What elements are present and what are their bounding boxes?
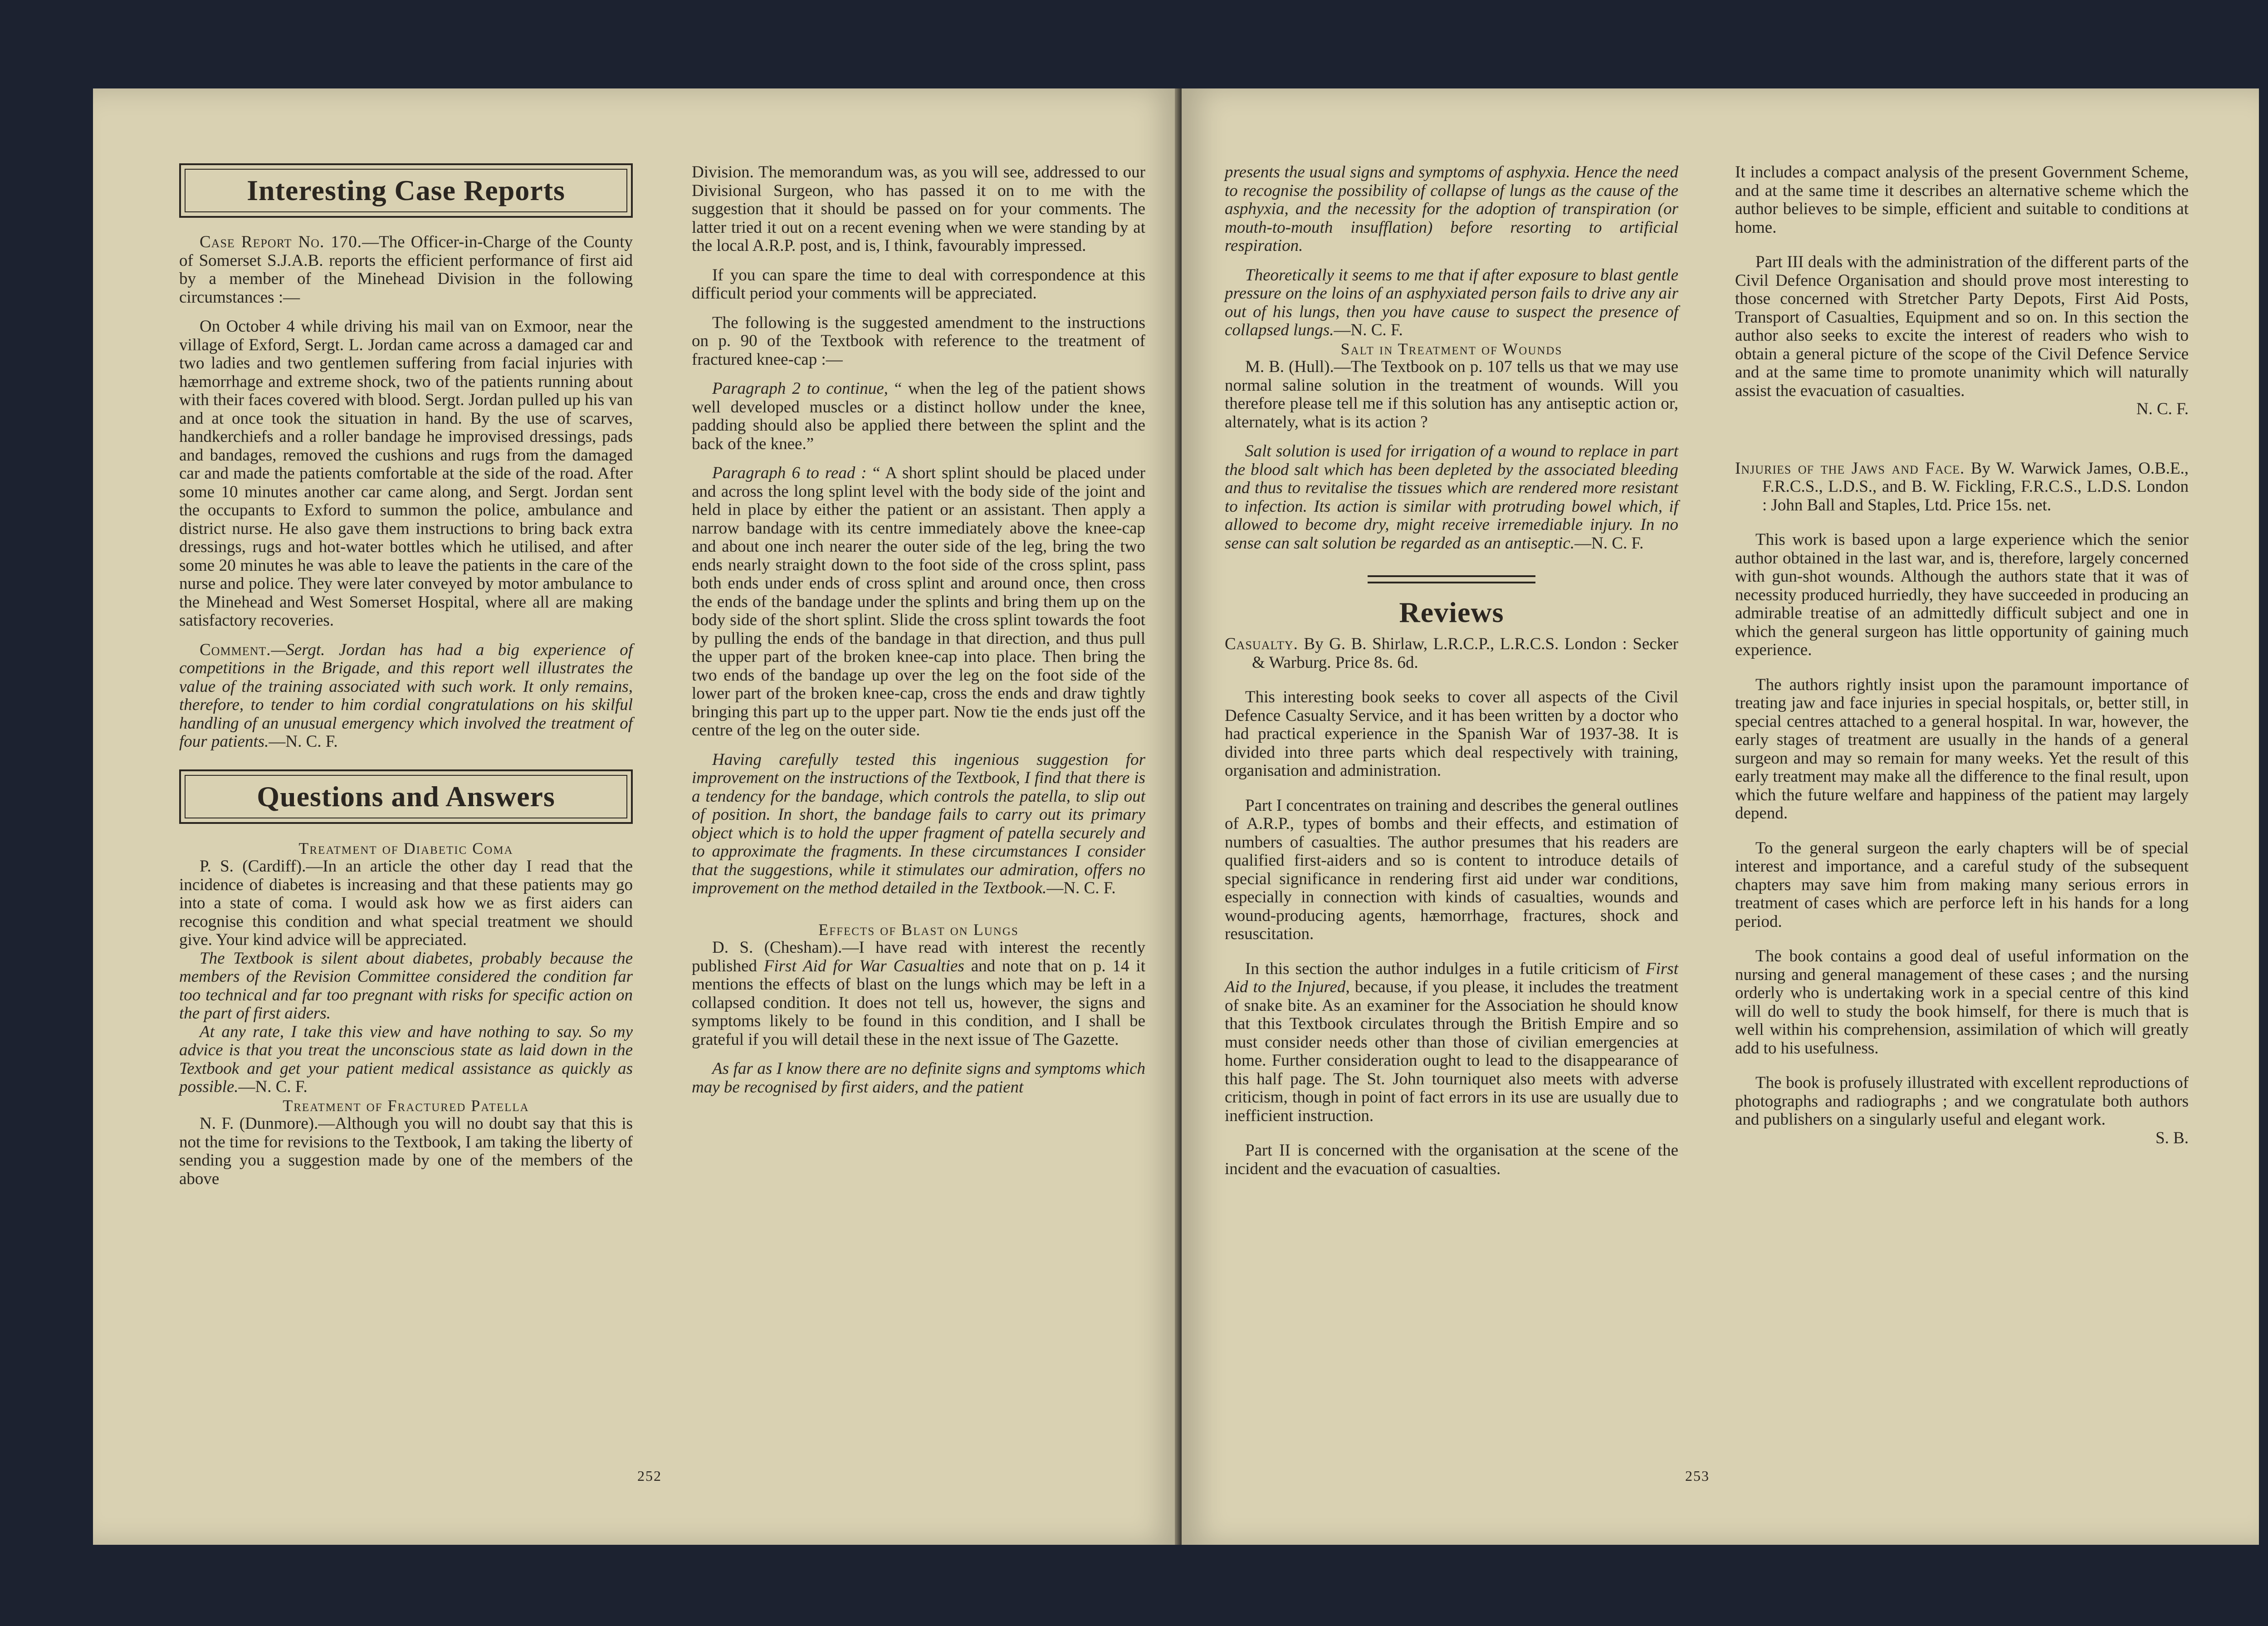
case-report-intro: —The Officer-in-Charge of the County of Somerset S.J.A.B. reports the efficient performance of first aid by a member of the Minehead Division in the following circumstances :— [179,233,633,307]
case-report-body: On October 4 while driving his mail van on Exmoor, near the village of Exford, Sergt. L. Jordan came across a damaged car and two ladies and two gentlemen suffering from facial injuries with hæmorrhage and extreme shock, two of the patients running about with their faces covered with blood. Sergt. Jordan pulled up his van and at once took the situation in hand. By the use of scarves, handkerchiefs and a roller bandage he improvised dressings, pads and bandages, removed the cushions and rugs from the damaged car and made the patients comfortable at the side of the road. After some 10 minutes another car came along, and Sergt. Jordan sent the occupants to Exford to summon the police, ambulance and district nurse. He also gave them instructions to bring back extra dressings, rugs and hot-water bottles which he utilised, and after some 20 minutes he was able to leave the patients in the care of the nurse and police. They were later conveyed by motor ambulance to the Minehead and West Somerset Hospital, where all are making satisfactory recoveries. [179,317,633,630]
salt-question: M. B. (Hull).—The Textbook on p. 107 tells us that we may use normal saline solution in the treatment of wounds. Will you therefore please tell me if this solution has any antiseptic action or, alternately, what is its action ? [1225,358,1678,431]
review-1-paragraph-1: This interesting book seeks to cover all aspects of the Civil Defence Casualty Service, and it has been written by a doctor who had practical experience in the Spanish War of 1937-38. It is divided into three parts which deal respectively with training, organisation and administration. [1225,688,1678,780]
blast-subheading: Effects of Blast on Lungs [818,920,1019,939]
patella-answer [692,751,1145,898]
patella-amendment-intro: The following is the suggested amendment to the instructions on p. 90 of the Textbook with reference to the treatment of fractured knee-cap :— [692,313,1145,369]
review-1-title: Casualty. [1225,635,1298,653]
salt-answer [1225,442,1678,553]
review-2-sign: S. B. [2155,1128,2189,1147]
paragraph-2-amendment [692,380,1145,453]
review-1-sign: N. C. F. [2136,400,2189,418]
paragraph-2-text: “ when the leg of the patient shows well developed muscles or a distinct hollow under the knee, padding should also be applied there between the splint and the back of the knee.” [692,379,1145,453]
case-report-lead: Case Report No. 170. [200,233,362,251]
comment-sign: —N. C. F. [269,732,338,751]
review-2-citation [1735,460,2189,515]
salt-answer-text: Salt solution is used for irrigation of a wound to replace in part the blood salt which has been depleted by the associated bleeding and thus to revitalise the tissues which are rendered more resistant to infection. Its action is similar with protruding bowel which, if allowed to become dry, might receive irremediable injury. In no sense can salt solution be regarded as an antiseptic. [1225,442,1678,553]
diabetic-question: P. S. (Cardiff).—In an article the other day I read that the incidence of diabetes is increasing and that these patients may go into a state of coma. I would ask how we as first aiders can recognise this condition and what special treatment we should give. Your kind advice will be appreciated. [179,857,633,949]
review-1-paragraph-3a: In this section the author indulges in a futile criticism of [1245,959,1646,978]
patella-question: N. F. (Dunmore).—Although you will no doubt say that this is not the time for revisions to the Textbook, I am taking the liberty of sending you a suggestion made by one of the members of the above [179,1114,633,1188]
review-1-paragraph-3 [1225,960,1678,1126]
blast-answer-2 [1225,266,1678,340]
page-number-left: 252 [637,1468,662,1484]
review-1-citation [1225,635,1678,672]
case-reports-heading-box [179,163,633,218]
section-rule [1368,575,1535,583]
diabetic-subheading: Treatment of Diabetic Coma [298,839,513,857]
review-2-paragraph-2: The authors rightly insist upon the paramount importance of treating jaw and face injuries in special hospitals, or, better still, in special centres attached to a general hospital. In war, however, the early stages of treatment are usually in the hands of a general surgeon and may so remain for many weeks. Yet the result of this early treatment may make all the difference to the final result, upon which the future welfare and happiness of the patient may largely depend. [1735,675,2189,823]
blast-answer-start: As far as I know there are no definite signs and symptoms which may be recognised by first aiders, and the patient [692,1059,1145,1097]
blast-answer-continuation: presents the usual signs and symptoms of asphyxia. Hence the need to recognise the possibility of collapse of lungs as the cause of the asphyxia, and the necessity for the adoption of transpiration (or mouth-to-mouth insufflation) before resorting to artificial respiration. [1225,163,1678,255]
comment-lead: Comment. [200,640,271,659]
paragraph-2-label: Paragraph 2 to continue, [712,379,888,398]
paragraph-6-text: “ A short splint should be placed under and across the long splint level with the body side of the joint and held in place by either the patient or an assistant. Then apply a narrow bandage with its centre immediately above the knee-cap and about one inch nearer the outer side of the leg, bring the two ends nearly straight down to the foot side of the cross splint, pass both ends under ends of cross splint and around once, then cross the ends of the bandage under the splints and bring them up on the body side of the short splint. Slide the cross splint towards the foot by pulling the ends of the bandage in that direction, and thus pull the upper part of the broken knee-cap into place. Then bring the two ends of the bandage up over the leg on the foot side of the lower part of the broken knee-cap, cross the ends and draw tightly bringing this part up to the upper part. Now tie the ends just off the centre of the leg on the outer side. [692,464,1145,740]
left-column-2 [692,163,1145,1097]
case-reports-heading: Interesting Case Reports [185,169,627,212]
patella-subheading: Treatment of Fractured Patella [283,1096,529,1115]
review-2-paragraph-5: The book is profusely illustrated with excellent reproductions of photographs and radiographs ; and we congratulate both authors and publishers on a singularly useful and elegant work. [1735,1073,2189,1129]
review-1-bibliography: By G. B. Shirlaw, L.R.C.P., L.R.C.S. London : Secker & Warburg. Price 8s. 6d. [1252,635,1678,672]
blast-question [692,939,1145,1049]
right-page [1182,88,2259,1545]
right-column-2 [1735,163,2189,1147]
patella-answer-text: Having carefully tested this ingenious suggestion for improvement on the instructions of the Textbook, I find that there is a tendency for the bandage, which controls the patella, to slip out of position. In short, the bandage fails to carry out its primary object which is to hold the upper fragment of patella securely and to approximate the fragments. In these circumstances I consider that the suggestions, while it stimulates our admiration, offers no improvement on the method detailed in the Textbook. [692,750,1145,897]
review-1-paragraph-2: Part I concentrates on training and describes the general outlines of A.R.P., types of bombs and their effects, and estimation of numbers of casualties. The author presumes that his readers are qualified first-aiders and so is content to introduce details of special significance in rendering first aid under war conditions, especially in connection with kinds of casualties, wounds and wound-producing agents, hæmorrhage, fractures, shock and resuscitation. [1225,796,1678,943]
review-1-paragraph-4: Part II is concerned with the organisation at the scene of the incident and the evacuation of casualties. [1225,1141,1678,1178]
blast-sign: —N. C. F. [1334,321,1403,339]
page-number-right: 253 [1685,1468,1710,1484]
case-report-paragraph [179,233,633,307]
review-1-cited-title: First Aid to the Injured [1225,959,1678,996]
comment-text: —Sergt. Jordan has had a big experience of competitions in the Brigade, and this report well illustrates the value of the training associated with such work. It only remains, therefore, to tender to him cordial congratulations on his skilful handling of an unusual emergency which involved the treatment of four patients. [179,640,633,751]
qa-heading: Questions and Answers [185,775,627,818]
review-2-paragraph-1: This work is based upon a large experience which the senior author obtained in the last war, and is, therefore, largely concerned with gun-shot wounds. Although the authors state that it was of necessity produced hurriedly, they have succeeded in producing an admirable treatise of an admittedly difficult subject and one in which the general surgeon has little opportunity of gaining much experience. [1735,530,2189,659]
diabetic-answer-1: The Textbook is silent about diabetes, probably because the members of the Revision Committee considered the condition far too technical and far too pregnant with risks for specific action on the part of first aiders. [179,949,633,1023]
paragraph-6-amendment [692,464,1145,740]
patella-request: If you can spare the time to deal with correspondence at this difficult period your comments will be appreciated. [692,265,1145,303]
salt-sign: —N. C. F. [1574,534,1644,553]
salt-subheading: Salt in Treatment of Wounds [1340,339,1563,358]
blast-question-b: and note that on p. 14 it mentions the effects of blast on the lungs which may be left in a collapsed condition. It does not tell us, however, the signs and symptoms likely to be found in this condition, and I shall be grateful if you will detail these in the next issue of The Gazette. [692,956,1145,1049]
review-2-bibliography: By W. Warwick James, O.B.E., F.R.C.S., L.D.S., and B. W. Fickling, F.R.C.S., L.D.S. London : John Ball and Staples, Ltd. Price 15s. net. [1762,459,2189,514]
left-column-1 [179,163,633,1188]
right-column-1 [1225,163,1678,1178]
left-page [93,88,1179,1545]
review-1-paragraph-5: It includes a compact analysis of the present Government Scheme, and at the same time it describes an alternative scheme which the author believes to be simple, efficient and suitable to conditions at home. [1735,163,2189,237]
diabetic-answer-2 [179,1023,633,1097]
comment-paragraph [179,641,633,751]
paragraph-6-label: Paragraph 6 to read : [712,464,867,482]
blast-question-a: D. S. (Chesham).—I have read with interest the recently published [692,938,1145,975]
diabetic-answer-2-text: At any rate, I take this view and have nothing to say. So my advice is that you treat the unconscious state as laid down in the Textbook and get your patient medical assistance as quickly as possible. [179,1022,633,1096]
review-2-paragraph-4: The book contains a good deal of useful information on the nursing and general management of these cases ; and the nursing orderly who is undertaking work in a special centre of this kind will do well to study the book himself, for there is much that is well within his comprehension, assimilation of which will greatly add to his usefulness. [1735,947,2189,1058]
reviews-heading: Reviews [1399,596,1504,628]
review-1-paragraph-3b: , because, if you please, it includes the treatment of snake bite. As an examiner for the Association he should know that this Textbook circulates through the British Empire and so must consider needs other than those of civilian emergencies at home. Further consideration ought to lead to the disappearance of this half page. The St. John tourniquet also meets with adverse criticism, though in point of fact errors in its use are usually due to inefficient instruction. [1225,978,1678,1125]
qa-heading-box [179,769,633,824]
review-1-paragraph-6: Part III deals with the administration of the different parts of the Civil Defence Organisation and should prove most interesting to those concerned with Stretcher Party Depots, First Aid Posts, Transport of Casualties, Equipment and so on. In this section the author also seeks to excite the interest of readers who wish to obtain a general picture of the scope of the Civil Defence Service and at the same time to promote unanimity which will naturally assist the evacuation of casualties. [1735,253,2189,400]
review-2-title: Injuries of the Jaws and Face. [1735,459,1965,478]
blast-answer-2-text: Theoretically it seems to me that if after exposure to blast gentle pressure on the loins of an asphyxiated person fails to drive any air out of his lungs, then you have cause to suspect the presence of collapsed lungs. [1225,265,1678,339]
blast-question-title: First Aid for War Casualties [763,956,964,975]
patella-sign: —N. C. F. [1046,879,1116,897]
patella-continuation: Division. The memorandum was, as you will see, addressed to our Divisional Surgeon, who has passed it on to me with the suggestion that it should be passed on for your comments. The latter tried it out on a recent evening when we were standing by at the local A.R.P. post, and is, I think, favourably impressed. [692,163,1145,255]
review-2-paragraph-3: To the general surgeon the early chapters will be of special interest and importance, and a careful study of the subsequent chapters may save him from making many serious errors in treatment of cases which are perforce left in his hands for a long period. [1735,838,2189,931]
diabetic-sign: —N. C. F. [238,1077,308,1096]
